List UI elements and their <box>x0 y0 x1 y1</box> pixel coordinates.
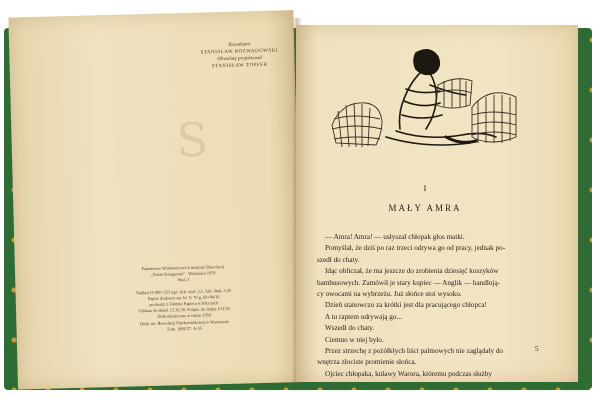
chapter-number: I <box>423 184 427 193</box>
text-line: Dzień stanowczo za krótki jest dla pracującego chłopca! <box>325 301 487 310</box>
chapter-heading <box>300 184 550 213</box>
credit-line: Obwolutę projektował <box>217 55 262 63</box>
chapter-title: MAŁY AMRA <box>388 203 462 213</box>
colophon-line: Zam. 1881/57. A-55 <box>167 325 203 332</box>
colophon-line: „Nasza Księgarnia” · Warszawa 1959 <box>150 270 216 278</box>
show-through-mark: S <box>175 112 209 168</box>
text-line: szedł do chaty. <box>317 255 360 264</box>
text-line: cy owocami na wybrzeżu. Już słońce stoi wysoko. <box>317 290 462 299</box>
colophon-line: Papier drukowy sat. kl. V, 70 g, 60×84/16 <box>147 293 220 301</box>
left-page <box>8 10 303 389</box>
text-line: bambusowych. Zamówił je stary kupiec — Anglik — handlują- <box>317 278 501 287</box>
colophon-line: Oddano do skład. 15.XI.58. Podpis. do druku 19.I.59 <box>138 306 230 314</box>
credit-line: STANISŁAW TOPFER <box>211 62 268 70</box>
text-line: Ciemno w niej było. <box>325 335 384 344</box>
text-line: Przez strzechę z pożółkłych liści palmowych nie zaglądały do <box>325 347 504 356</box>
text-line: Wszedł do chaty. <box>325 324 375 333</box>
colophon-line: pochodzi z Fabryki Papieru w Kluczach <box>149 300 219 308</box>
text-line: wnętrza złociste promienie słońca. <box>317 358 417 367</box>
text-line: — Amra! Amra! — usłyszał chłopak głos matki. <box>325 233 465 241</box>
colophon-line: Wyd. I <box>177 277 190 283</box>
colophon-line: Druk ukończono w lutym 1959 <box>157 312 212 320</box>
colophon-line: Nakład 10 000+253 egz. Ark. wyd. 3,5. Ark. druk. 3,25 <box>135 287 232 295</box>
text-line: Idąc obliczał, że ma jeszcze do zrobienia dziesięć koszyków <box>325 267 499 276</box>
text-line: Pomyślał, że dziś po raz trzeci odrywa go od pracy, jednak po- <box>325 244 506 253</box>
boy-weaving-basket-illustration <box>326 45 526 163</box>
colophon-line: Państwowe Wydawnictwo Literatury Dziecięcej <box>141 264 225 272</box>
text-line: A tu raptem odrywają go... <box>325 312 402 321</box>
credit-line: Rysunkami <box>228 42 251 48</box>
page-number: 5 <box>535 345 539 353</box>
colophon <box>108 263 260 334</box>
chapter-body-text <box>317 232 549 380</box>
colophon-line: Druk. im. Rewolucji Październikowej w Warszawie <box>139 318 229 326</box>
text-line: Ojciec chłopaka, kulawy Warora, któremu podczas służby <box>325 369 492 378</box>
credit-line: STANISŁAW ROZWADOWSKI <box>200 48 279 56</box>
